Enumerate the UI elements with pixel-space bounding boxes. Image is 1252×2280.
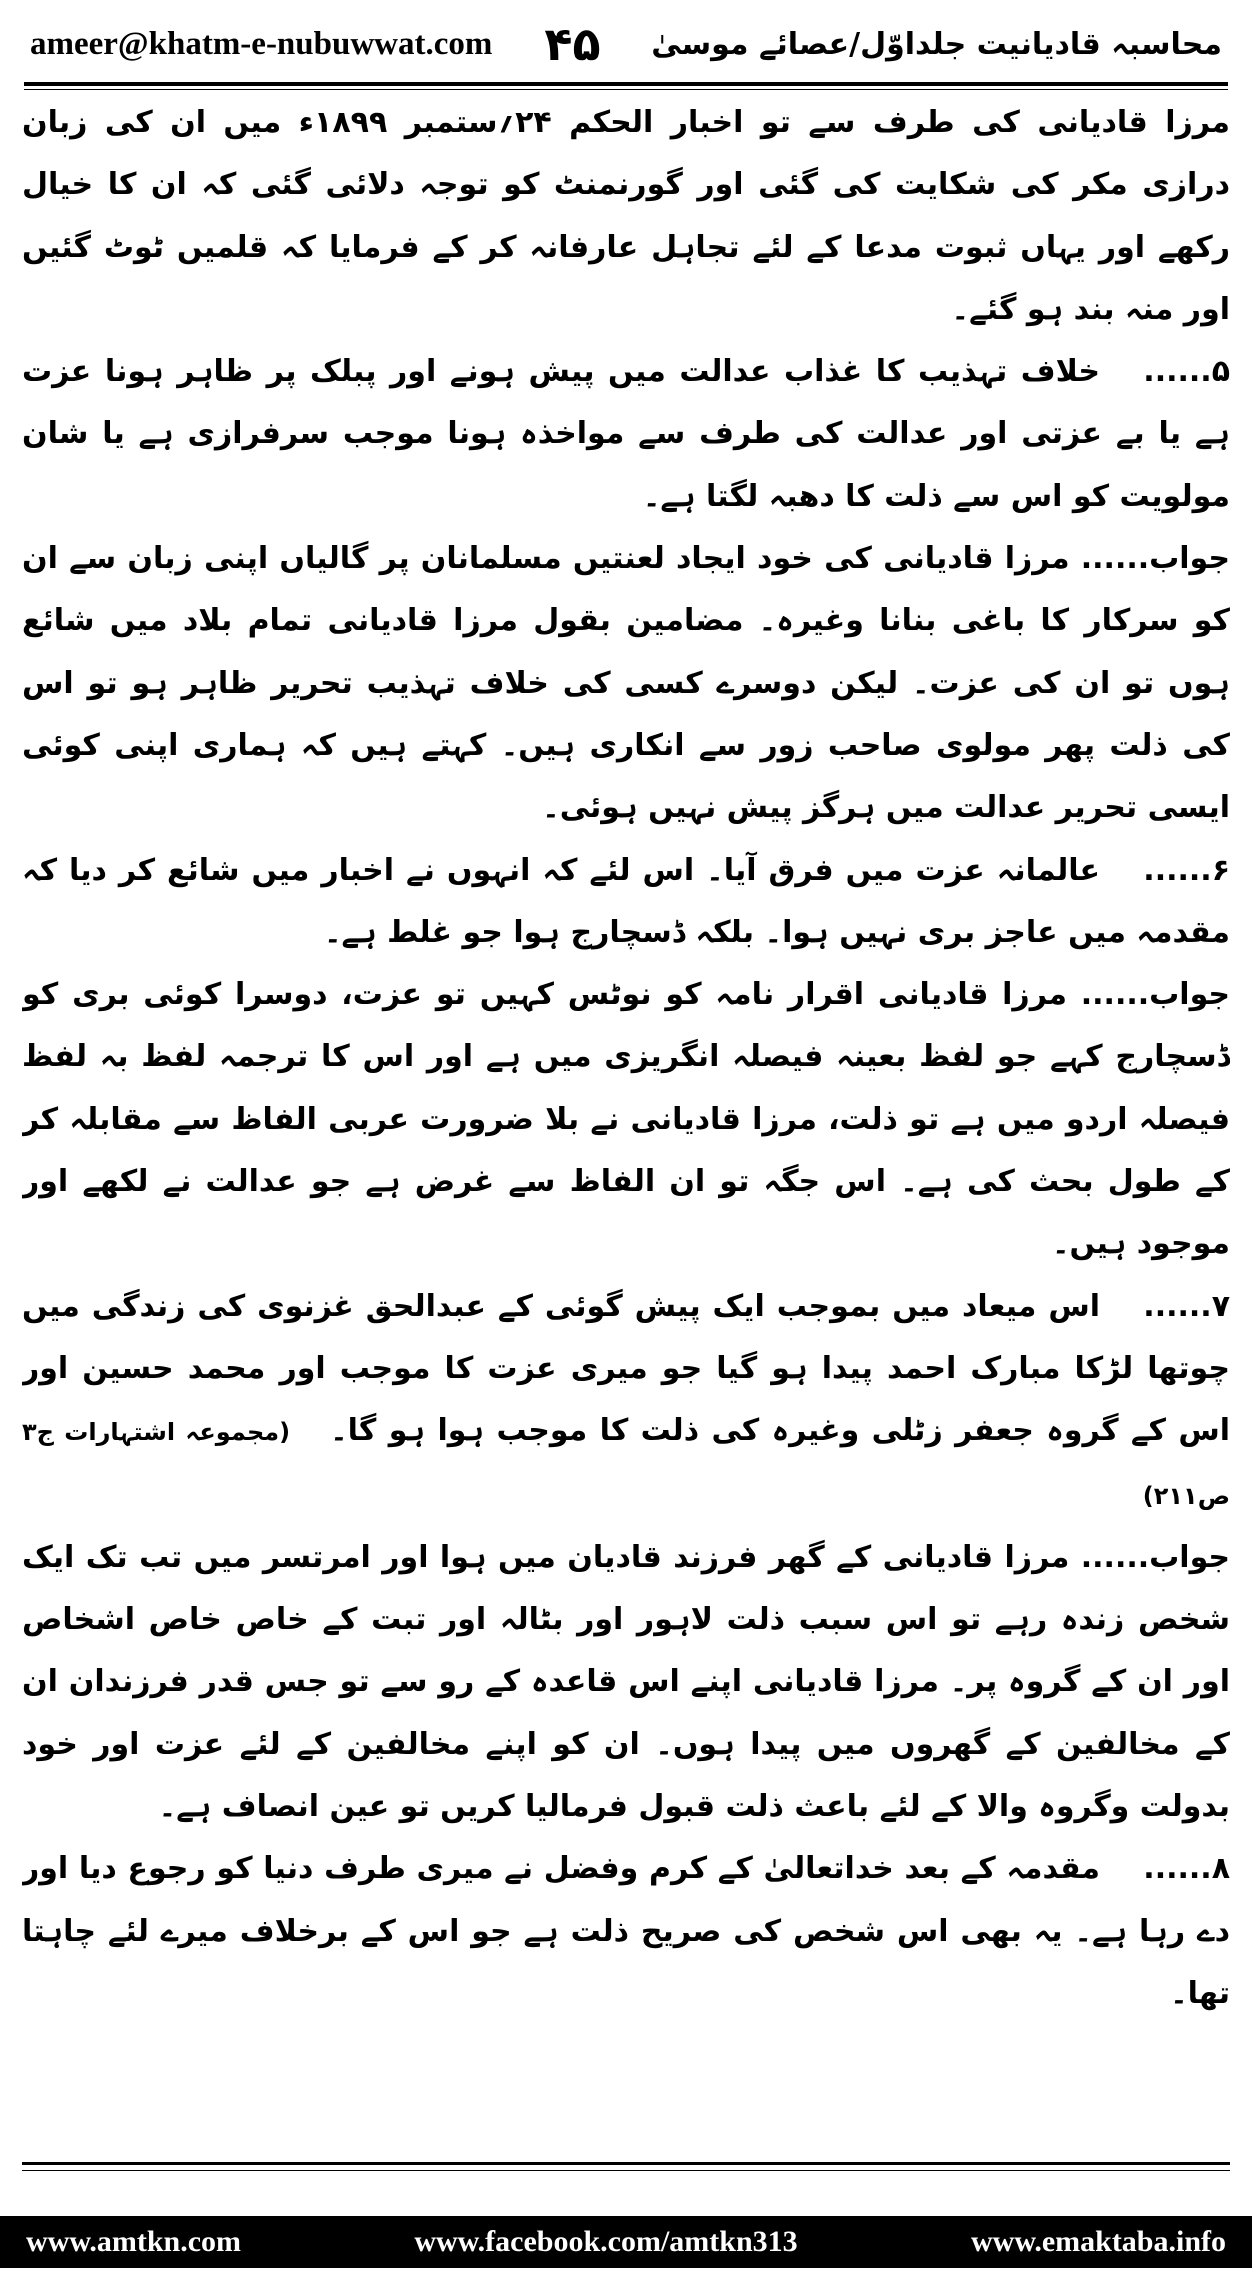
footer-link-emaktaba[interactable]: www.emaktaba.info [970, 2225, 1226, 2258]
numbered-point [22, 341, 1230, 528]
numbered-point [22, 1838, 1230, 2025]
page-footer [0, 2216, 1252, 2268]
point-number: ۷...... [1143, 1288, 1230, 1324]
page-number: ۴۵ [544, 17, 601, 71]
point-text: عالمانہ عزت میں فرق آیا۔ اس لئے کہ انہوں نے اخبار میں شائع کر دیا کہ مقدمہ میں عاجز بری نہیں ہوا۔ بلکہ ڈسچارج ہوا جو غلط ہے۔ [22, 852, 1230, 950]
point-text: خلاف تہذیب کا غذاب عدالت میں پیش ہونے اور پبلک پر ظاہر ہونا عزت ہے یا بے عزتی اور عدالت کی طرف سے مواخذہ ہونا موجب سرفرازی ہے یا شان مولویت کو اس سے ذلت کا دھبہ لگتا ہے۔ [22, 354, 1230, 514]
answer-text: جواب...... مرزا قادیانی اقرار نامہ کو نوٹس کہیں تو عزت، دوسرا کوئی بری کو ڈسچارج کہے جو لفظ بعینہ فیصلہ انگریزی میں ہے اور اس کا ترجمہ لفظ بہ لفظ فیصلہ اردو میں ہے تو ذلت، مرزا قادیانی نے بلا ضرورت عربی الفاظ سے مقابلہ کر کے طول بحث کی ہے۔ اس جگہ تو ان الفاظ سے غرض ہے جو عدالت نے لکھے اور موجود ہیں۔ [22, 977, 1230, 1262]
point-number: ۸...... [1143, 1851, 1230, 1887]
paragraph [22, 92, 1230, 341]
answer-paragraph [22, 964, 1230, 1275]
header-rule-thin [24, 89, 1228, 90]
point-number: ۵...... [1143, 354, 1230, 390]
answer-text: جواب...... مرزا قادیانی کی خود ایجاد لعنتیں مسلمانان پر گالیاں اپنی زبان سے ان کو سرکار کا باغی بنانا وغیرہ۔ مضامین بقول مرزا قادیانی تمام بلاد میں شائع ہوں تو ان کی عزت۔ لیکن دوسرے کسی کی خلاف تہذیب تحریر ظاہر ہو تو اس کی ذلت پھر مولوی صاحب زور سے انکاری ہیں۔ کہتے ہیں کہ ہماری اپنی کوئی ایسی تحریر عدالت میں ہرگز پیش نہیں ہوئی۔ [22, 541, 1230, 826]
footer-rule [22, 2162, 1230, 2165]
answer-paragraph [22, 528, 1230, 839]
page-header [30, 8, 1222, 80]
answer-text: جواب...... مرزا قادیانی کے گھر فرزند قادیان میں ہوا اور امرتسر میں تب تک ایک شخص زندہ رہے تو اس سبب ذلت لاہور اور بٹالہ اور تبت کے خاص خاص اشخاص اور ان کے گروہ پر۔ مرزا قادیانی اپنے اس قاعدہ کے رو سے تو جس قدر فرزندان ان کے مخالفین کے گھروں میں پیدا ہوں۔ ان کو اپنے مخالفین کے لئے عزت اور خود بدولت وگروہ والا کے لئے باعث ذلت قبول فرمالیا کریں تو عین انصاف ہے۔ [22, 1539, 1230, 1825]
numbered-point [22, 840, 1230, 965]
citation-reference: (مجموعہ اشتہارات ج۳ ص۲۱۱) [22, 1418, 1230, 1510]
footer-link-facebook[interactable]: www.facebook.com/amtkn313 [414, 2225, 798, 2258]
footer-rule-thin [22, 2170, 1230, 2171]
header-rule [24, 82, 1228, 86]
page-body [22, 92, 1230, 2158]
point-text: مقدمہ کے بعد خداتعالیٰ کے کرم وفضل نے میری طرف دنیا کو رجوع دیا اور دے رہا ہے۔ یہ بھی اس شخص کی صریح ذلت ہے جو اس کے برخلاف میرے لئے چاہتا تھا۔ [22, 1851, 1230, 2011]
paragraph-text: مرزا قادیانی کی طرف سے تو اخبار الحکم ۲۴؍ستمبر ۱۸۹۹ء میں ان کی زبان درازی مکر کی شکایت کی گئی اور گورنمنٹ کو توجہ دلائی گئی کہ ان کا خیال رکھے اور یہاں ثبوت مدعا کے لئے تجاہل عارفانہ کر کے فرمایا کہ قلمیں ٹوٹ گئیں اور منہ بند ہو گئے۔ [22, 105, 1230, 327]
book-title: محاسبہ قادیانیت جلداوّل/عصائے موسیٰ [651, 26, 1222, 62]
footer-link-amtkn[interactable]: www.amtkn.com [26, 2225, 241, 2258]
numbered-point [22, 1276, 1230, 1527]
answer-paragraph [22, 1527, 1230, 1838]
point-number: ۶...... [1143, 852, 1230, 888]
header-email: ameer@khatm-e-nubuwwat.com [30, 25, 493, 62]
point-text: اس میعاد میں بموجب ایک پیش گوئی کے عبدالحق غزنوی کی زندگی میں چوتھا لڑکا مبارک احمد پیدا ہو گیا جو میری عزت کا موجب اور محمد حسین اور اس کے گروہ جعفر زٹلی وغیرہ کی ذلت کا موجب ہوا ہو گا۔ [22, 1288, 1230, 1449]
